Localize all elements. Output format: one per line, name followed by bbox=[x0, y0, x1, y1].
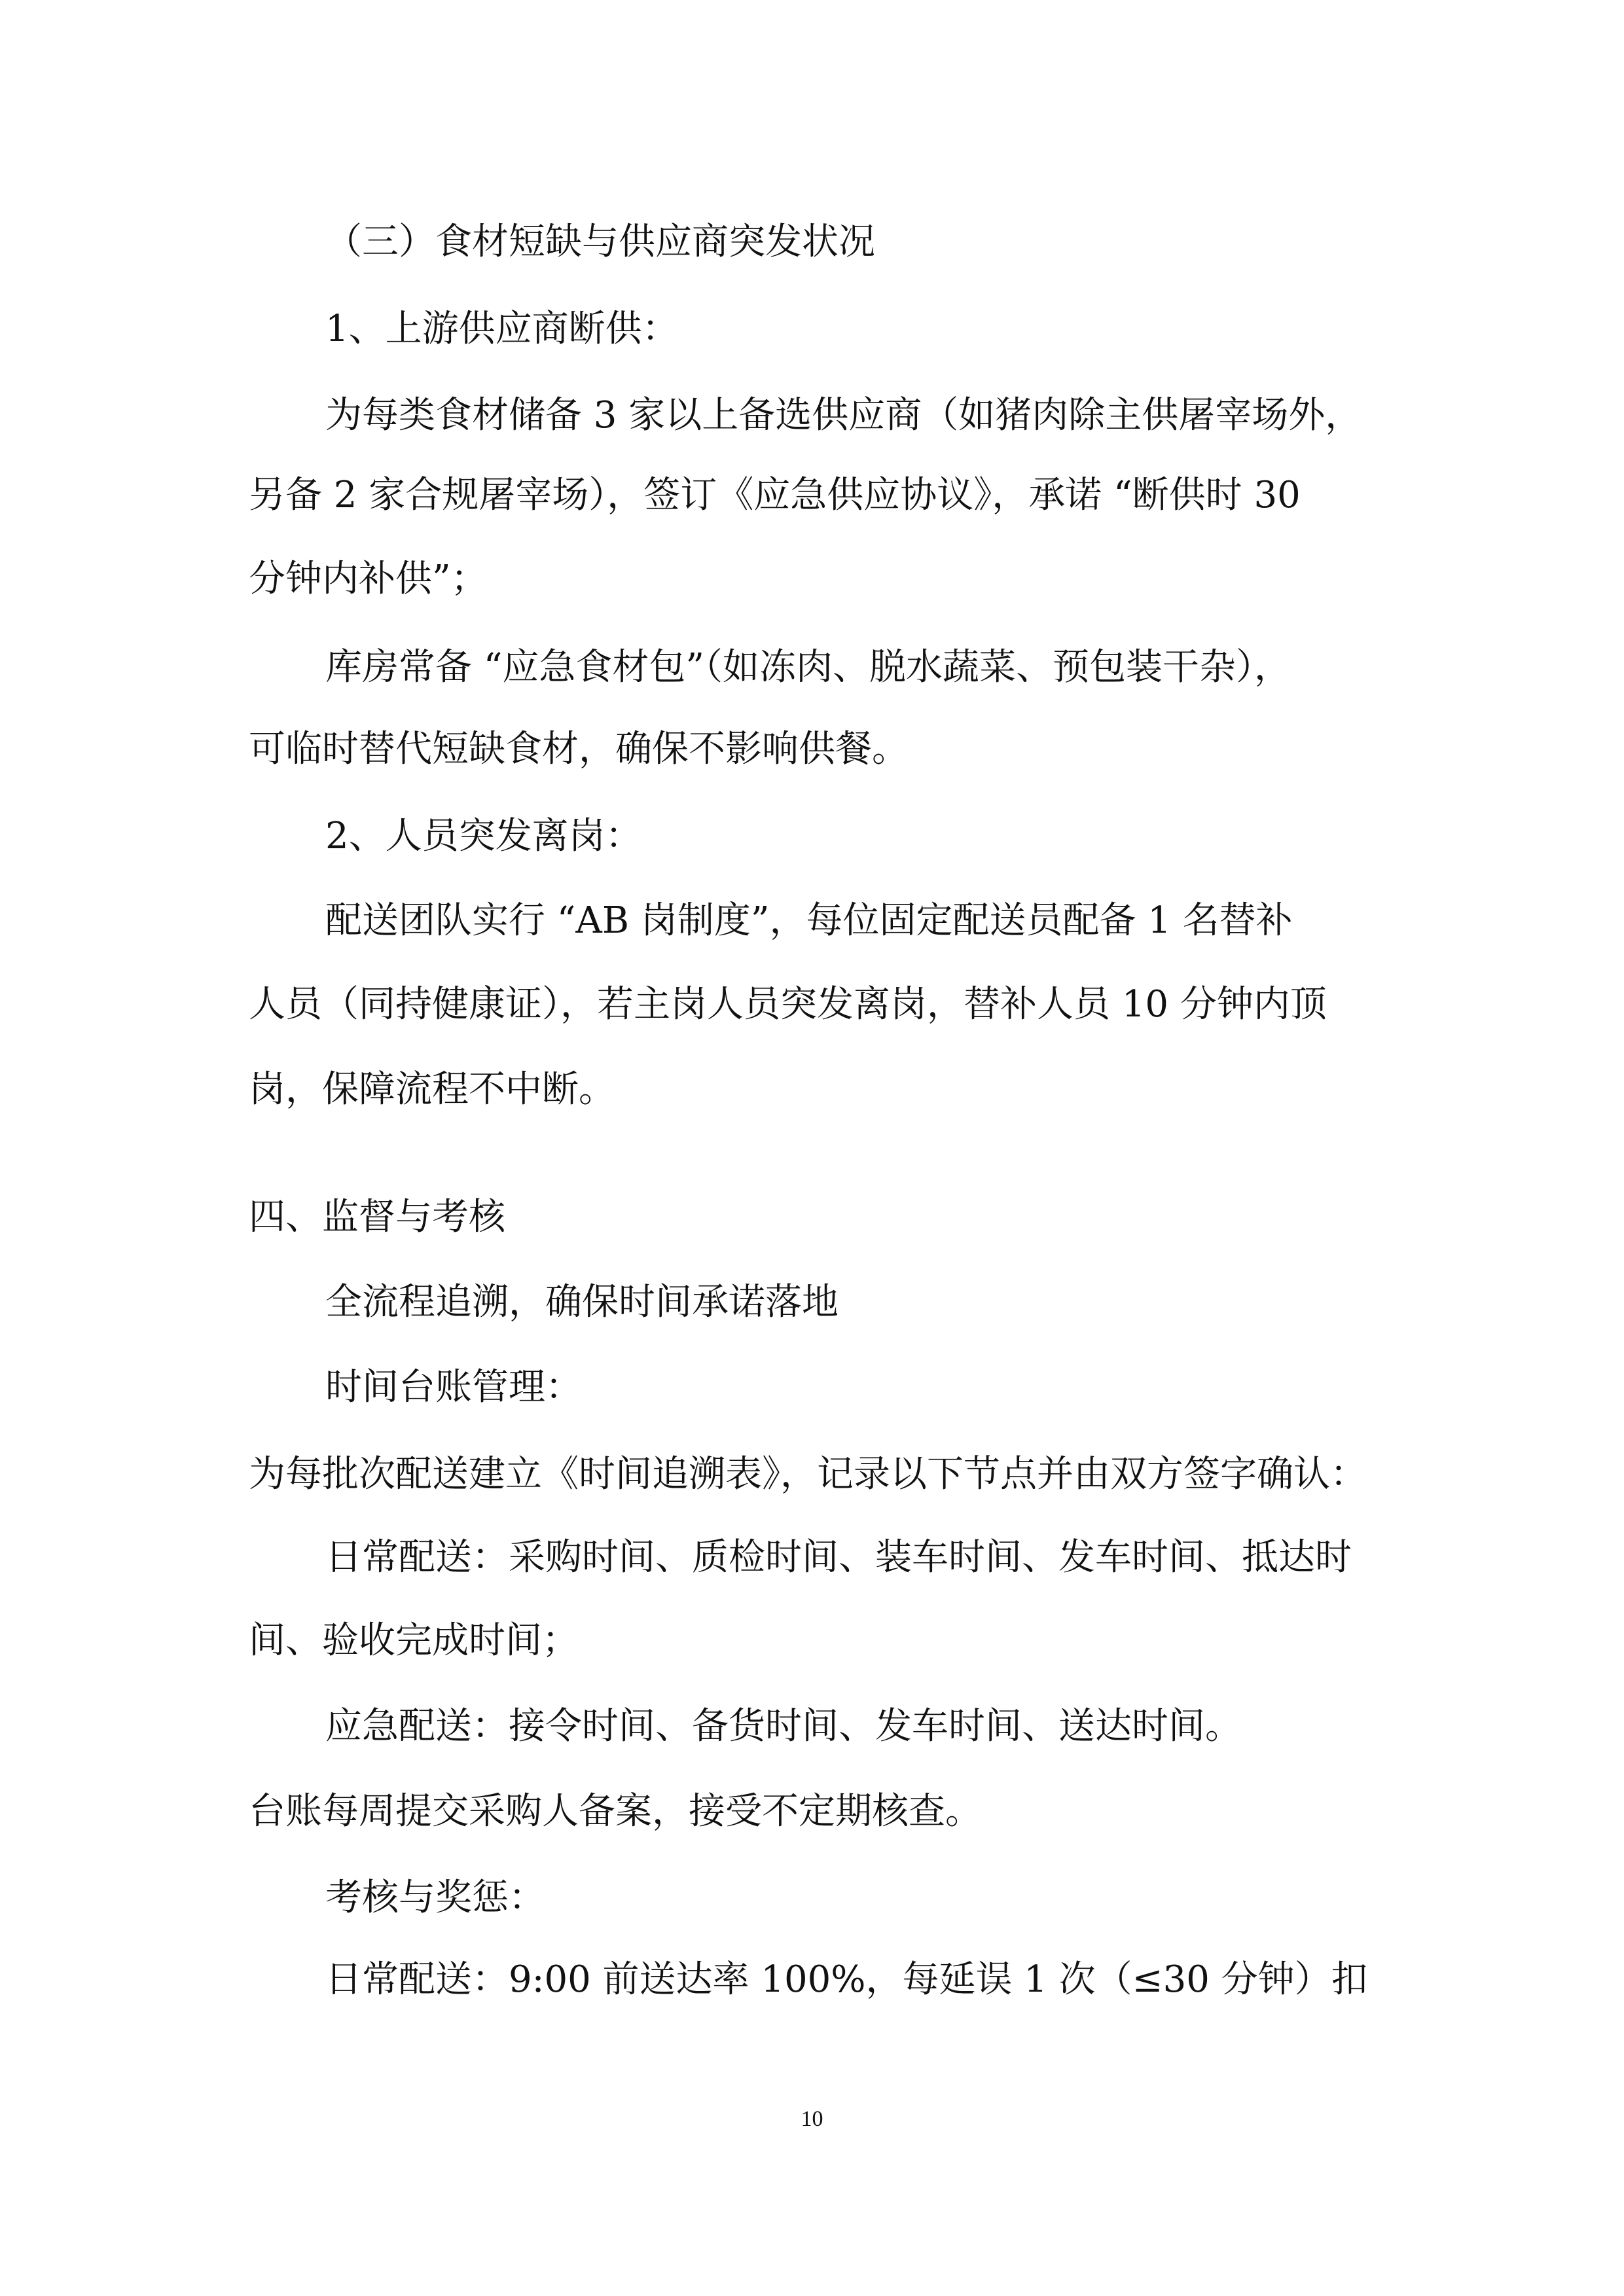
para-emergency-food-pack-line-2: 可临时替代短缺食材，确保不影响供餐。 bbox=[249, 728, 909, 770]
para-emergency-food-pack-line-1: 库房常备 “应急食材包”（如冻肉、脱水蔬菜、预包装干杂）， bbox=[325, 646, 1291, 689]
subheading-assessment-rewards-penalties: 考核与奖惩： bbox=[325, 1876, 545, 1919]
heading-food-shortage-supplier-emergency: （三）食材短缺与供应商突发状况 bbox=[325, 221, 875, 263]
para-time-trace-table: 为每批次配送建立《时间追溯表》，记录以下节点并由双方签字确认： bbox=[249, 1453, 1367, 1496]
para-weekly-ledger-submission: 台账每周提交采购人备案，接受不定期核查。 bbox=[249, 1790, 982, 1833]
para-emergency-delivery-nodes: 应急配送：接令时间、备货时间、发车时间、送达时间。 bbox=[325, 1705, 1242, 1748]
para-daily-delivery-nodes-line-2: 间、验收完成时间； bbox=[249, 1619, 579, 1662]
subheading-staff-sudden-absence: 2、人员突发离岗： bbox=[325, 815, 642, 857]
para-daily-delivery-ontime-rate: 日常配送：9:00 前送达率 100%，每延误 1 次（≤30 分钟）扣 bbox=[325, 1958, 1368, 2001]
para-backup-suppliers-line-3: 分钟内补供”； bbox=[249, 558, 488, 600]
para-backup-suppliers-line-1: 为每类食材储备 3 家以上备选供应商（如猪肉除主供屠宰场外， bbox=[325, 394, 1362, 437]
para-daily-delivery-nodes-line-1: 日常配送：采购时间、质检时间、装车时间、发车时间、抵达时 bbox=[325, 1536, 1352, 1579]
para-ab-post-system-line-1: 配送团队实行 “AB 岗制度”，每位固定配送员配备 1 名替补 bbox=[325, 899, 1293, 942]
para-backup-suppliers-line-2: 另备 2 家合规屠宰场），签订《应急供应协议》，承诺 “断供时 30 bbox=[249, 474, 1301, 516]
subheading-time-ledger: 时间台账管理： bbox=[325, 1366, 582, 1408]
section-heading-supervision-assessment: 四、监督与考核 bbox=[249, 1196, 505, 1238]
para-ab-post-system-line-3: 岗，保障流程不中断。 bbox=[249, 1068, 615, 1111]
subheading-upstream-supplier-cutoff: 1、上游供应商断供： bbox=[325, 308, 679, 350]
page-number: 10 bbox=[801, 2107, 823, 2131]
para-full-traceability: 全流程追溯，确保时间承诺落地 bbox=[325, 1281, 839, 1323]
para-ab-post-system-line-2: 人员（同持健康证），若主岗人员突发离岗，替补人员 10 分钟内顶 bbox=[249, 983, 1327, 1026]
